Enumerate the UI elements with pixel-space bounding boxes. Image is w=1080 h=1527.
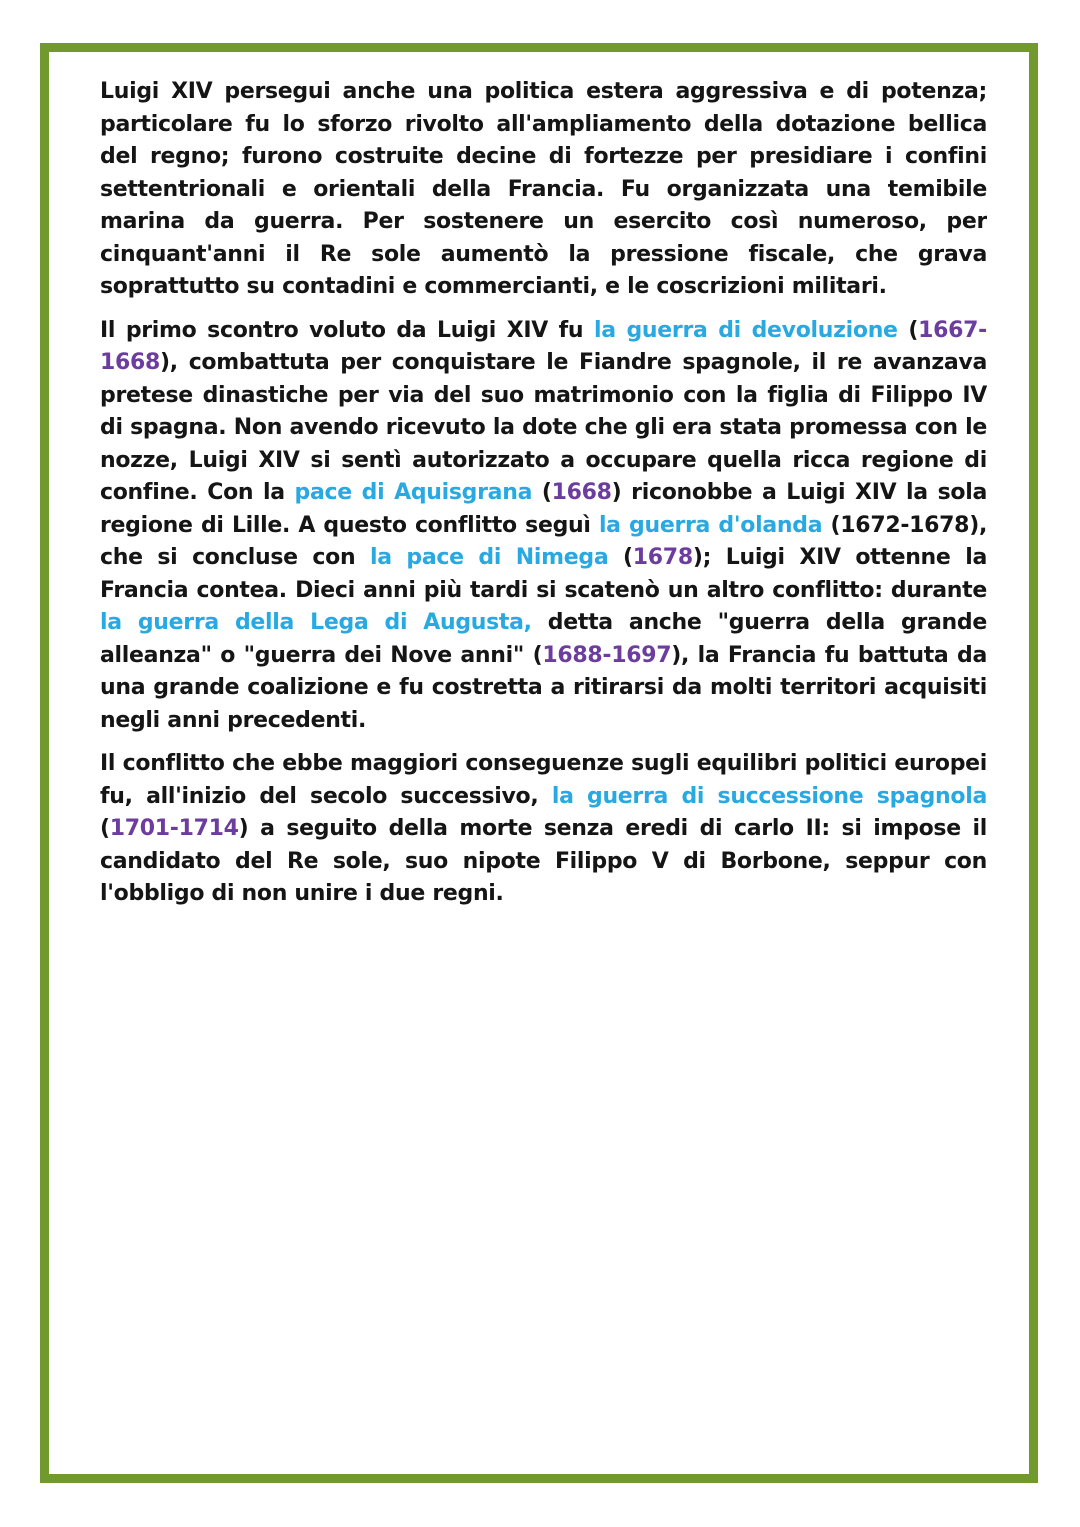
body-text: ); Luigi XIV ottenne la Francia contea. Dieci anni più tardi si scatenò un altro conflitto: durante (100, 545, 987, 603)
body-text: ( (100, 816, 110, 841)
highlighted-term: la pace di Nimega (369, 545, 609, 570)
highlighted-term: la guerra di successione spagnola (551, 783, 987, 809)
highlighted-term: la guerra della Lega di Augusta, (100, 610, 532, 635)
highlighted-term: la guerra d'olanda (598, 512, 823, 538)
body-text: ( (532, 480, 552, 505)
date-highlight: 1668 (551, 480, 612, 505)
date-highlight: 1688-1697 (542, 642, 672, 668)
page-border-frame (40, 43, 1038, 1483)
body-text: ( (608, 545, 633, 570)
body-text: ), combattuta per conquistare le Fiandre spagnole, il re avanzava pretese dinastiche per via del suo matrimonio con la figlia di Filippo IV di spagna. Non avendo ricevuto la dote che gli era stata promessa con le nozze, Luigi XIV si sentì autorizzato a occupare quella ricca regione di confine. Con la (100, 350, 987, 505)
body-text: Il conflitto che ebbe maggiori conseguenze sugli equilibri politici europei fu, all'inizio del secolo successivo, (100, 751, 987, 809)
date-highlight: 1701-1714 (109, 816, 239, 841)
paragraph (100, 315, 987, 738)
highlighted-term: pace di Aquisgrana (294, 480, 533, 505)
document-body (100, 76, 987, 1464)
body-text: Il primo scontro voluto da Luigi XIV fu (100, 317, 594, 343)
body-text: ) a seguito della morte senza eredi di carlo II: si impose il candidato del Re sole, suo nipote Filippo V di Borbone, seppur con l'obbligo di non unire i due regni. (100, 816, 987, 906)
body-text: detta anche "guerra della grande alleanza" o "guerra dei Nove anni" ( (100, 610, 987, 668)
highlighted-term: la guerra di devoluzione (594, 317, 898, 343)
body-text: (1672-1678), che si concluse con (100, 512, 987, 570)
body-text: ), la Francia fu battuta da una grande coalizione e fu costretta a ritirarsi da molti territori acquisiti negli anni precedenti. (100, 642, 987, 733)
paragraph (100, 748, 987, 911)
body-text: Luigi XIV persegui anche una politica estera aggressiva e di potenza; particolare fu lo sforzo rivolto all'ampliamento della dotazione bellica del regno; furono costruite decine di fortezze per presidiare i confini settentrionali e orientali della Francia. Fu organizzata una temibile marina da guerra. Per sostenere un esercito così numeroso, per cinquant'anni il Re sole aumentò la pressione fiscale, che grava soprattutto su contadini e commercianti, e le coscrizioni militari. (100, 79, 987, 299)
date-highlight: 1678 (632, 545, 693, 570)
date-highlight: 1667-1668 (100, 317, 987, 375)
paragraph (100, 76, 987, 304)
body-text: ( (897, 317, 919, 343)
body-text: ) riconobbe a Luigi XIV la sola regione di Lille. A questo conflitto seguì (100, 480, 987, 538)
